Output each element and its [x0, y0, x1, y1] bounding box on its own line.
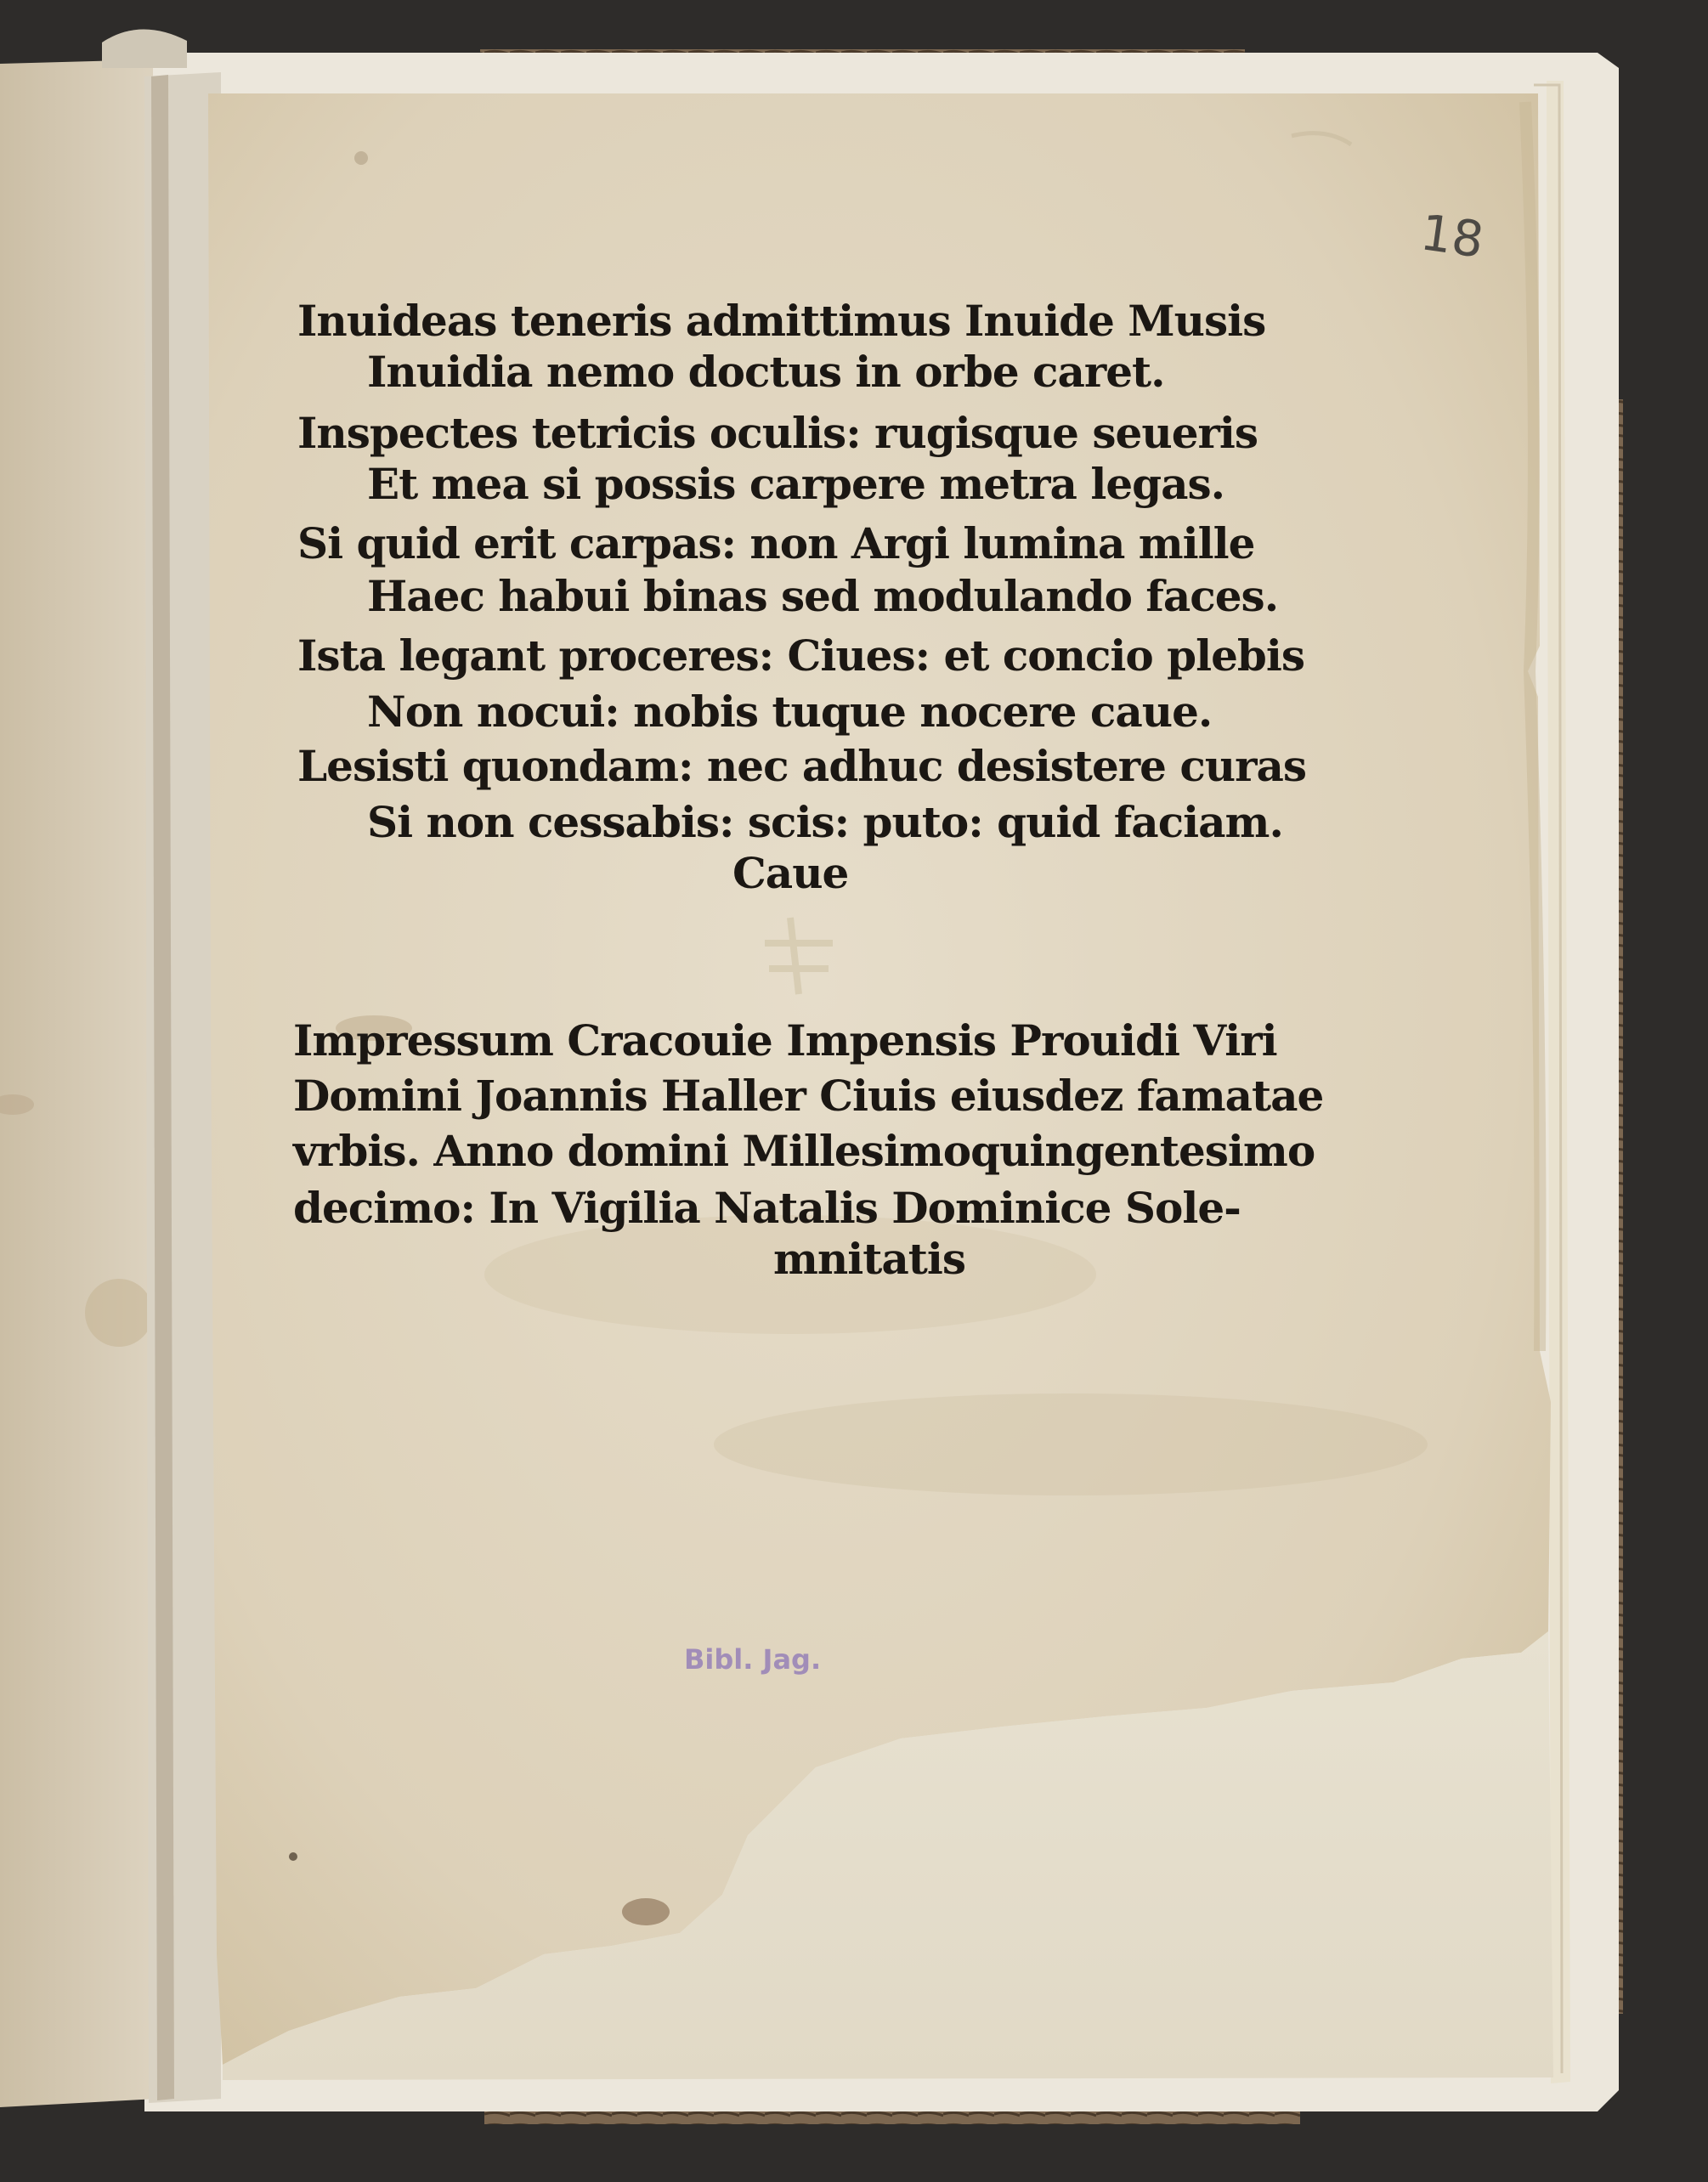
colophon-line: Domini Joannis Haller Ciuis eiusdez famatae: [293, 1071, 1324, 1121]
verse-line: Non nocui: nobis tuque nocere caue.: [367, 687, 1213, 737]
left-page: [0, 59, 157, 2107]
colophon-line: decimo: In Vigilia Natalis Dominice Sole-: [293, 1183, 1241, 1233]
verse-line: Haec habui binas sed modulando faces.: [367, 571, 1279, 621]
verse-line: Si non cessabis: scis: puto: quid faciam.: [367, 797, 1283, 847]
verse-line: Inspectes tetricis oculis: rugisque seueris: [297, 408, 1258, 458]
verse-line: Inuideas teneris admittimus Inuide Musis: [297, 296, 1266, 346]
colophon-line: vrbis. Anno domini Millesimoquingentesimo: [293, 1126, 1315, 1176]
folio-number: 18: [1417, 203, 1488, 269]
colophon-line: Impressum Cracouie Impensis Prouidi Viri: [293, 1015, 1277, 1066]
verse-line: Inuidia nemo doctus in orbe caret.: [367, 347, 1165, 397]
verse-line: Ista legant proceres: Ciues: et concio plebis: [297, 630, 1305, 681]
verse-line: Et mea si possis carpere metra legas.: [367, 459, 1225, 509]
colophon-line: mnitatis: [773, 1234, 965, 1284]
verse-line: Si quid erit carpas: non Argi lumina mille: [297, 518, 1255, 568]
verse-line-caue: Caue: [732, 848, 849, 898]
library-stamp: Bibl. Jag.: [684, 1643, 822, 1676]
verse-line: Lesisti quondam: nec adhuc desistere curas: [297, 741, 1307, 791]
